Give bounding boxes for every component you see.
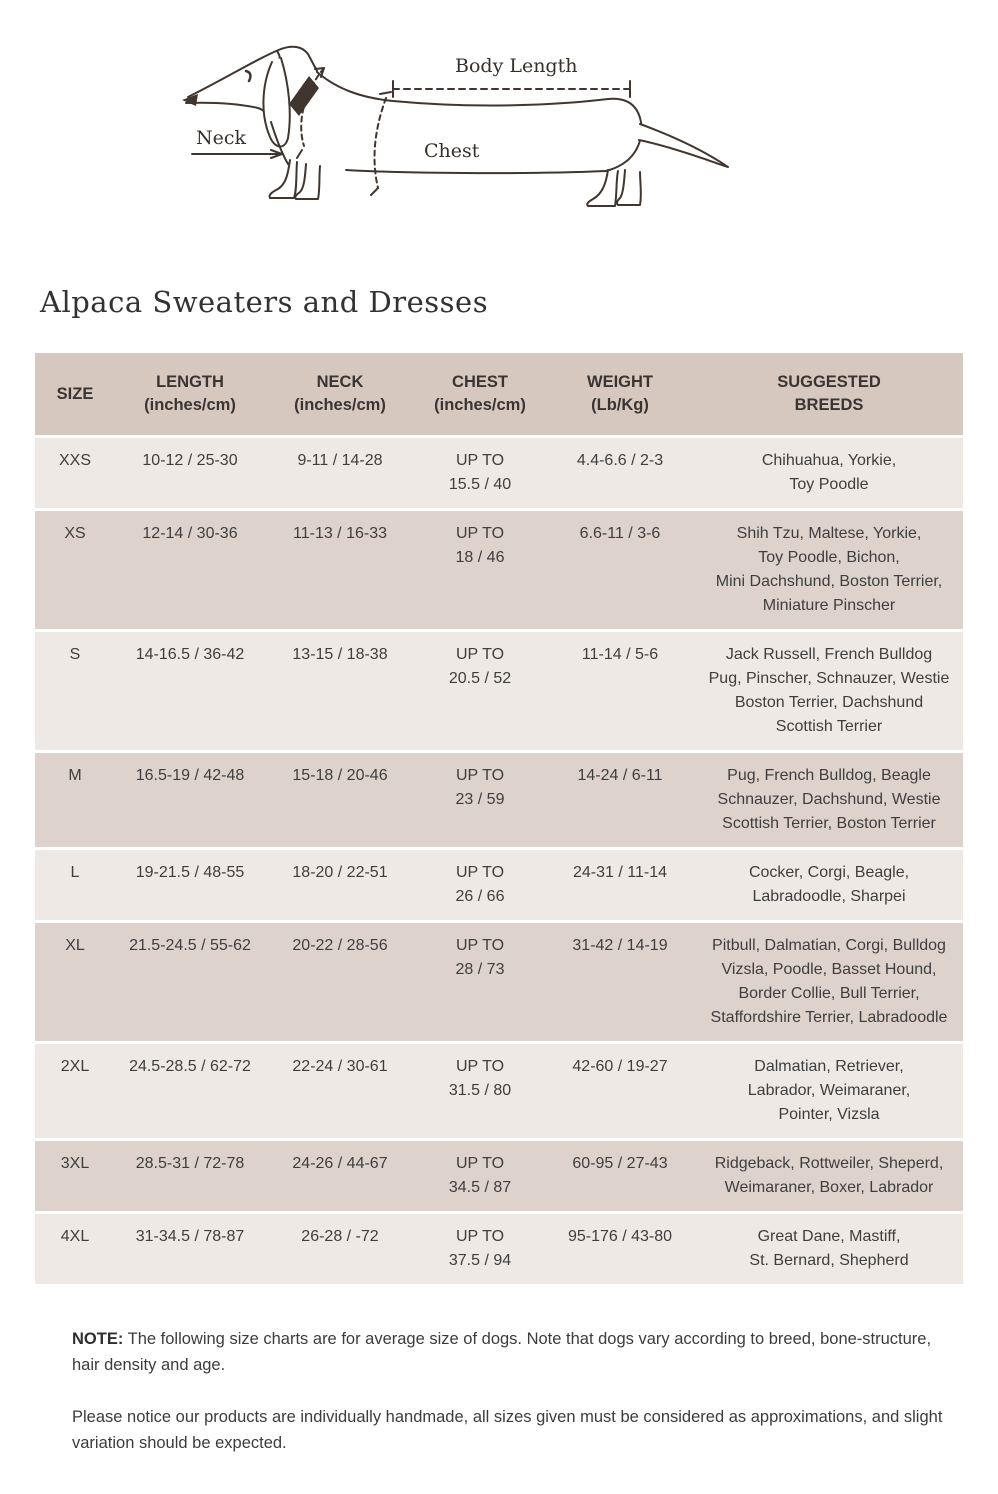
cell-size: XXS: [58, 452, 91, 469]
cell-neck: 9-11 / 14-28: [297, 452, 383, 469]
cell-chest: UP TO 31.5 / 80: [448, 1058, 512, 1099]
cell-neck: 13-15 / 18-38: [292, 646, 388, 663]
cell-chest: UP TO 37.5 / 94: [448, 1228, 512, 1269]
cell-chest: UP TO 15.5 / 40: [448, 452, 512, 493]
table-row: [35, 923, 963, 1041]
cell-weight: 6.6-11 / 3-6: [579, 525, 661, 542]
chest-label: Chest: [424, 140, 480, 162]
cell-length: 19-21.5 / 48-55: [135, 864, 245, 881]
cell-size: M: [68, 767, 82, 784]
cell-chest: UP TO 34.5 / 87: [448, 1155, 512, 1196]
cell-size: S: [69, 646, 81, 663]
header-weight: WEIGHT (Lb/Kg): [587, 373, 653, 414]
cell-breeds: Chihuahua, Yorkie, Toy Poodle: [761, 452, 897, 493]
cell-weight: 60-95 / 27-43: [572, 1155, 668, 1172]
note-label: NOTE:: [72, 1330, 124, 1348]
cell-breeds: Great Dane, Mastiff, St. Bernard, Shepherd: [749, 1228, 909, 1269]
cell-breeds: Cocker, Corgi, Beagle, Labradoodle, Sharpei: [748, 864, 910, 905]
neck-pointer-arrow: [192, 150, 282, 158]
page-title: Alpaca Sweaters and Dresses: [40, 285, 489, 319]
cell-chest: UP TO 20.5 / 52: [448, 646, 512, 687]
cell-length: 31-34.5 / 78-87: [135, 1228, 245, 1245]
cell-weight: 42-60 / 19-27: [572, 1058, 668, 1075]
header-size: SIZE: [56, 384, 94, 403]
cell-neck: 18-20 / 22-51: [292, 864, 388, 881]
cell-length: 14-16.5 / 36-42: [135, 646, 245, 663]
dog-tail: [639, 124, 728, 167]
cell-size: 2XL: [60, 1058, 90, 1075]
dog-measurement-illustration: [0, 0, 998, 235]
cell-weight: 24-31 / 11-14: [573, 864, 667, 881]
dog-head-top: [188, 47, 317, 97]
cell-chest: UP TO 23 / 59: [455, 767, 505, 808]
cell-neck: 20-22 / 28-56: [292, 937, 388, 954]
note-text: The following size charts are for average size of dogs. Note that dogs vary according to breed, bone-structure, hair density and age.: [72, 1330, 932, 1374]
cell-length: 12-14 / 30-36: [142, 525, 238, 542]
cell-size: 4XL: [60, 1228, 90, 1245]
header-breeds: SUGGESTED BREEDS: [777, 373, 881, 414]
cell-size: XS: [64, 525, 86, 542]
cell-breeds: Pug, French Bulldog, Beagle Schnauzer, Dachshund, Westie Scottish Terrier, Boston Terrier: [717, 767, 941, 832]
table-row: [35, 753, 963, 847]
chest-measure-ticks: [371, 92, 391, 195]
table-row: [35, 850, 963, 920]
cell-weight: 4.4-6.6 / 2-3: [576, 452, 664, 469]
cell-weight: 95-176 / 43-80: [567, 1228, 673, 1245]
header-chest: CHEST (inches/cm): [434, 373, 526, 414]
dog-front-leg-2: [295, 164, 320, 199]
cell-weight: 11-14 / 5-6: [581, 646, 659, 663]
table-row: [35, 438, 963, 508]
cell-breeds: Jack Russell, French Bulldog Pug, Pinscher, Schnauzer, Westie Boston Terrier, Dachshund Scottish Terrier: [708, 646, 950, 735]
dog-front-leg: [269, 160, 297, 198]
note-average-size: [72, 1326, 948, 1378]
cell-length: 28.5-31 / 72-78: [135, 1155, 245, 1172]
dog-eye: [246, 71, 250, 81]
cell-neck: 24-26 / 44-67: [292, 1155, 388, 1172]
dog-hind-leg-2: [617, 170, 641, 205]
cell-breeds: Shih Tzu, Maltese, Yorkie, Toy Poodle, Bichon, Mini Dachshund, Boston Terrier, Miniature Pinscher: [715, 525, 943, 614]
table-row: [35, 1141, 963, 1211]
table-row: [35, 511, 963, 629]
dog-belly: [346, 170, 606, 173]
table-row: [35, 1044, 963, 1138]
cell-neck: 11-13 / 16-33: [293, 525, 387, 542]
notes-section: [72, 1326, 948, 1456]
size-table: [35, 353, 963, 1284]
table-row: [35, 632, 963, 750]
dog-snout: [186, 103, 271, 121]
dog-ear: [263, 58, 289, 147]
table-body: [35, 438, 963, 1284]
cell-length: 16.5-19 / 42-48: [135, 767, 245, 784]
cell-breeds: Ridgeback, Rottweiler, Sheperd, Weimaraner, Boxer, Labrador: [714, 1155, 944, 1196]
cell-weight: 14-24 / 6-11: [577, 767, 663, 784]
chest-measure-line: [375, 98, 386, 188]
neck-label: Neck: [196, 127, 247, 149]
cell-length: 24.5-28.5 / 62-72: [129, 1058, 251, 1075]
cell-neck: 15-18 / 20-46: [292, 767, 388, 784]
dog-hind-leg: [587, 170, 618, 206]
cell-chest: UP TO 28 / 73: [455, 937, 505, 978]
header-length: LENGTH (inches/cm): [144, 373, 236, 414]
cell-chest: UP TO 26 / 66: [455, 864, 505, 905]
table-header: [35, 353, 963, 435]
cell-weight: 31-42 / 14-19: [572, 937, 668, 954]
cell-length: 21.5-24.5 / 55-62: [129, 937, 251, 954]
cell-size: 3XL: [60, 1155, 90, 1172]
table-row: [35, 1214, 963, 1284]
cell-size: XL: [65, 937, 85, 954]
body-length-label: Body Length: [455, 55, 578, 77]
note-handmade: Please notice our products are individually handmade, all sizes given must be considered as approximations, and slight variation should be expected.: [72, 1408, 943, 1452]
cell-breeds: Dalmatian, Retriever, Labrador, Weimaraner, Pointer, Vizsla: [747, 1058, 911, 1123]
cell-breeds: Pitbull, Dalmatian, Corgi, Bulldog Vizsla, Poodle, Basset Hound, Border Collie, Bull Terrier, Staffordshire Terrier, Labradoodle: [710, 937, 948, 1026]
header-neck: NECK (inches/cm): [294, 373, 386, 414]
cell-neck: 26-28 / -72: [301, 1228, 379, 1245]
cell-chest: UP TO 18 / 46: [455, 525, 505, 566]
cell-length: 10-12 / 25-30: [142, 452, 238, 469]
cell-neck: 22-24 / 30-61: [292, 1058, 388, 1075]
cell-size: L: [70, 864, 80, 881]
